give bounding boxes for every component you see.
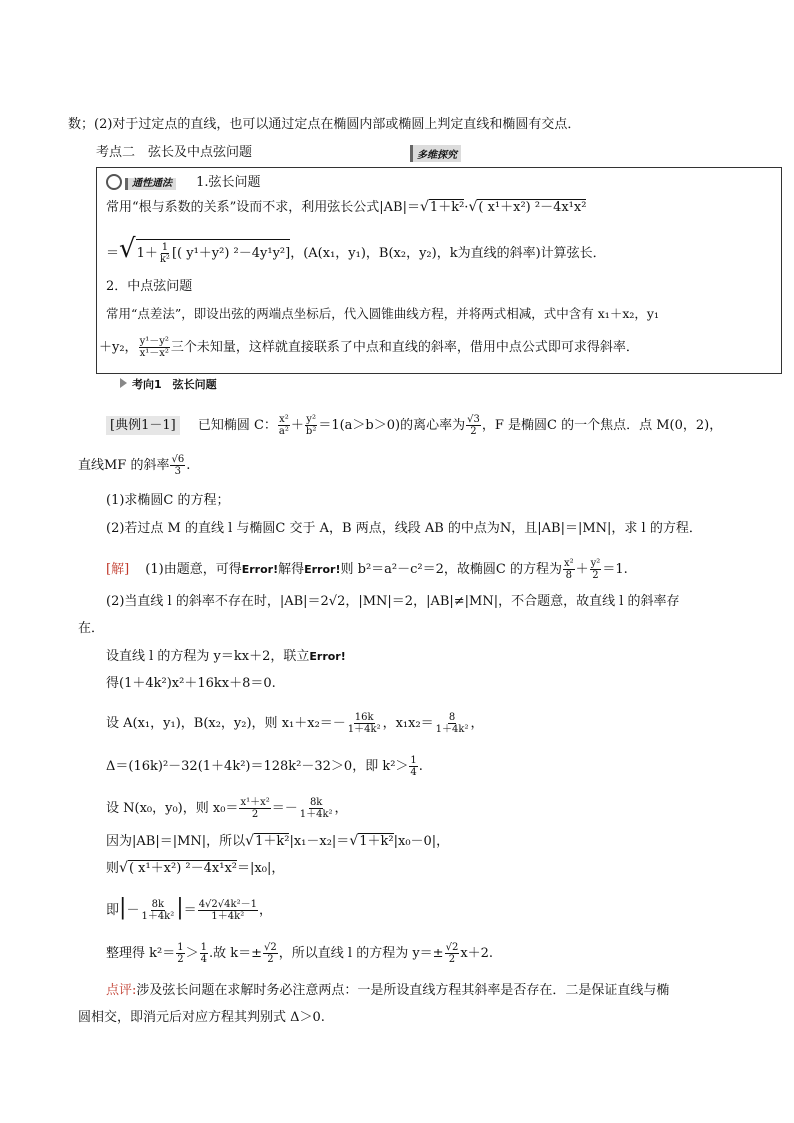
frac-num: √6	[171, 454, 185, 465]
frac-num: 16k	[354, 712, 374, 723]
tag-duowei: 多维探究	[410, 145, 461, 162]
solution-line-3	[106, 650, 346, 663]
note-label: 点评:	[106, 983, 137, 998]
text-line: 数；(2)对于过定点的直线，也可以通过定点在椭圆内部或椭圆上判定直线和椭圆有交点．	[68, 117, 581, 132]
frac-num: y²	[590, 558, 601, 569]
text: 设 N(x₀，y₀)，则 x₀＝	[106, 801, 239, 816]
frac-den: k²	[159, 254, 170, 265]
note-line-2: 圆相交，即消元后对应方程其判别式 Δ＞0.	[78, 1010, 325, 1025]
text: ＞	[185, 946, 199, 961]
frac-num: √2	[445, 942, 459, 953]
example-line-1	[106, 414, 722, 437]
sqrt-content: 1＋k²	[255, 834, 290, 849]
text: ＝－	[271, 801, 298, 816]
text: .	[186, 458, 191, 473]
frac-num: x²	[279, 414, 289, 425]
text: ＝	[106, 246, 120, 261]
text: |x₀－0|，	[393, 834, 450, 849]
frac-den: 1＋4k²	[299, 809, 333, 820]
note-line-1	[106, 984, 669, 997]
solution-line-8: 因为|AB|＝|MN|，所以√1＋k²|x₁－x₂|＝√1＋k²|x₀－0|，	[106, 833, 450, 849]
method-title-row	[106, 174, 261, 190]
tag-tongxing: 通性通法	[125, 178, 176, 190]
frac-num: x¹＋x²	[240, 797, 270, 808]
frac-num: 1	[410, 755, 417, 766]
text: 整理得 k²＝	[106, 946, 176, 961]
kaoxiang-heading	[120, 378, 217, 391]
frac-num: 8k	[151, 899, 165, 910]
text: ·	[464, 200, 469, 215]
solution-label: [解]	[106, 562, 130, 577]
text: 三个未知量，这样就直接联系了中点和直线的斜率，借用中点公式即可求得斜率．	[170, 340, 639, 355]
frac-den: 4	[200, 954, 207, 965]
text: 直线MF 的斜率	[78, 458, 170, 473]
text: 解得	[278, 562, 305, 577]
text: ＋	[290, 418, 304, 433]
frac-num: y¹－y²	[139, 336, 169, 347]
text: .	[418, 759, 423, 774]
text: ，	[258, 903, 272, 918]
frac-den: 8	[565, 570, 572, 581]
frac-num: 8k	[309, 797, 323, 808]
text: ，(A(x₁，y₁)，B(x₂，y₂)，k为直线的斜率)计算弦长．	[290, 246, 606, 261]
text: ＝1.	[602, 562, 628, 577]
text: ，F 是椭圆C 的一个焦点．点 M(0，2)，	[481, 418, 723, 433]
frac-num: √2	[264, 942, 277, 953]
frac-num: 8	[448, 712, 456, 723]
text: ＝1(a＞b＞0)的离心率为	[318, 418, 466, 433]
text: 则 b²＝a²－c²＝2，故椭圆C 的方程为	[340, 562, 562, 577]
text: ，	[334, 801, 348, 816]
method-line-2: ＝√1＋ $\frac{1}{\text{k²}}$ [( y¹＋y²) ²－4y¹y²]，(A(x₁，y₁)，B(x₂，y₂)，k为直线的斜率)计算弦长．	[106, 234, 606, 265]
solution-line-10: 即|－ $\frac{8k}{\text{1＋4k²}}$ |＝ $\frac{\text{4√2√4k²－1}}{\text{1＋4k²}}$ ，	[106, 895, 272, 922]
sqrt-content: ( x¹＋x²) ²－4x¹x²	[478, 200, 587, 215]
frac-den: 2	[470, 426, 477, 437]
frac-den: 1＋4k²	[211, 911, 245, 922]
text: ＋y₂，	[99, 340, 138, 355]
frac-den: x¹－x²	[139, 348, 169, 359]
solution-line-5	[106, 712, 483, 735]
method-subtitle: 1.弦长问题	[196, 174, 261, 190]
example-line-2	[78, 454, 190, 477]
text: 已知椭圆 C：	[197, 418, 277, 433]
solution-line-1	[106, 558, 628, 581]
text: [( y¹＋y²) ²－4y¹y²]	[171, 246, 291, 261]
question-1: (1)求椭圆C 的方程；	[106, 493, 230, 508]
text: 常用“根与系数的关系”设而不求，利用弦长公式|AB|＝	[106, 200, 420, 215]
section-title: 考点二 弦长及中点弦问题	[96, 145, 253, 160]
text: (1)由题意，可得	[145, 562, 242, 577]
text: 即	[106, 903, 120, 918]
error-text: Error!	[304, 563, 341, 576]
text: 1＋	[136, 246, 158, 261]
text: ，所以直线 l 的方程为 y＝±	[278, 946, 444, 961]
text: 因为|AB|＝|MN|，所以	[106, 834, 246, 849]
text: ，x₁x₂＝	[382, 716, 434, 731]
method-line-3: 2．中点弦问题	[106, 279, 193, 294]
method-line-5	[99, 336, 639, 359]
solution-line-7	[106, 797, 348, 820]
frac-den: a²	[278, 426, 289, 437]
frac-num: x²	[563, 558, 574, 569]
frac-den: 2	[251, 809, 259, 820]
method-line-1: 常用“根与系数的关系”设而不求，利用弦长公式|AB|＝√1＋k²·√( x¹＋x²) ²－4x¹x²	[106, 199, 587, 215]
text: 则	[106, 861, 120, 876]
frac-den: 1＋4k²	[435, 724, 469, 735]
error-text: Error!	[241, 563, 279, 576]
frac-num: 1	[161, 242, 169, 253]
text: 设 A(x₁，y₁)，B(x₂，y₂)，则 x₁＋x₂＝－	[106, 716, 346, 731]
solution-line-4: 得(1＋4k²)x²＋16kx＋8＝0.	[106, 676, 276, 691]
sqrt-content: 1＋k²	[429, 200, 465, 215]
solution-line-11	[106, 942, 493, 965]
frac-den: 3	[174, 466, 182, 477]
solution-line-2b: 在．	[78, 621, 105, 636]
frac-den: 4	[410, 767, 417, 778]
triangle-icon	[120, 378, 127, 388]
frac-num: 1	[200, 942, 207, 953]
method-line-4: 常用“点差法”，即设出弦的两端点坐标后，代入圆锥曲线方程，并将两式相减，式中含有 x₁＋x₂，y₁	[106, 306, 659, 321]
text: 涉及弦长问题在求解时务必注意两点：一是所设直线方程其斜率是否存在．二是保证直线与椭	[136, 983, 670, 998]
question-2: (2)若过点 M 的直线 l 与椭圆C 交于 A，B 两点，线段 AB 的中点为N，且|AB|＝|MN|，求 l 的方程．	[106, 521, 702, 536]
frac-num: 1	[177, 942, 184, 953]
frac-den: 1＋4k²	[141, 911, 175, 922]
example-label: [典例1－1]	[106, 416, 180, 435]
text: ＝|x₀|，	[237, 861, 285, 876]
text: ＝	[183, 903, 197, 918]
text: Δ＝(16k)²－32(1＋4k²)＝128k²－32＞0，即 k²＞	[106, 759, 409, 774]
frac-den: 2	[177, 954, 184, 965]
text: 设直线 l 的方程为 y＝kx＋2，联立	[106, 649, 310, 664]
frac-num: 4√2√4k²－1	[198, 899, 257, 910]
solution-line-6	[106, 755, 423, 778]
text: .故 k＝±	[209, 946, 263, 961]
text: |x₁－x₂|＝	[289, 834, 350, 849]
frac-num: √3	[467, 414, 480, 425]
sqrt-content: 1＋k²	[359, 834, 394, 849]
text: x＋2.	[460, 946, 494, 961]
text: ，	[470, 716, 484, 731]
frac-den: b²	[305, 426, 317, 437]
gear-icon	[106, 174, 122, 190]
frac-den: 1＋4k²	[347, 724, 381, 735]
frac-den: 2	[448, 954, 456, 965]
solution-line-2: (2)当直线 l 的斜率不存在时，|AB|＝2√2，|MN|＝2，|AB|≠|MN|，不合题意，故直线 l 的斜率存	[106, 594, 680, 609]
frac-num: y²	[306, 414, 316, 425]
frac-den: 2	[592, 570, 599, 581]
solution-line-9: 则√( x¹＋x²) ²－4x¹x²＝|x₀|，	[106, 860, 285, 876]
text: ＋	[575, 562, 589, 577]
frac-den: 2	[267, 954, 274, 965]
error-text: Error!	[309, 650, 346, 663]
text: 考向1 弦长问题	[132, 378, 217, 391]
sqrt-content: ( x¹＋x²) ²－4x¹x²	[128, 861, 238, 876]
